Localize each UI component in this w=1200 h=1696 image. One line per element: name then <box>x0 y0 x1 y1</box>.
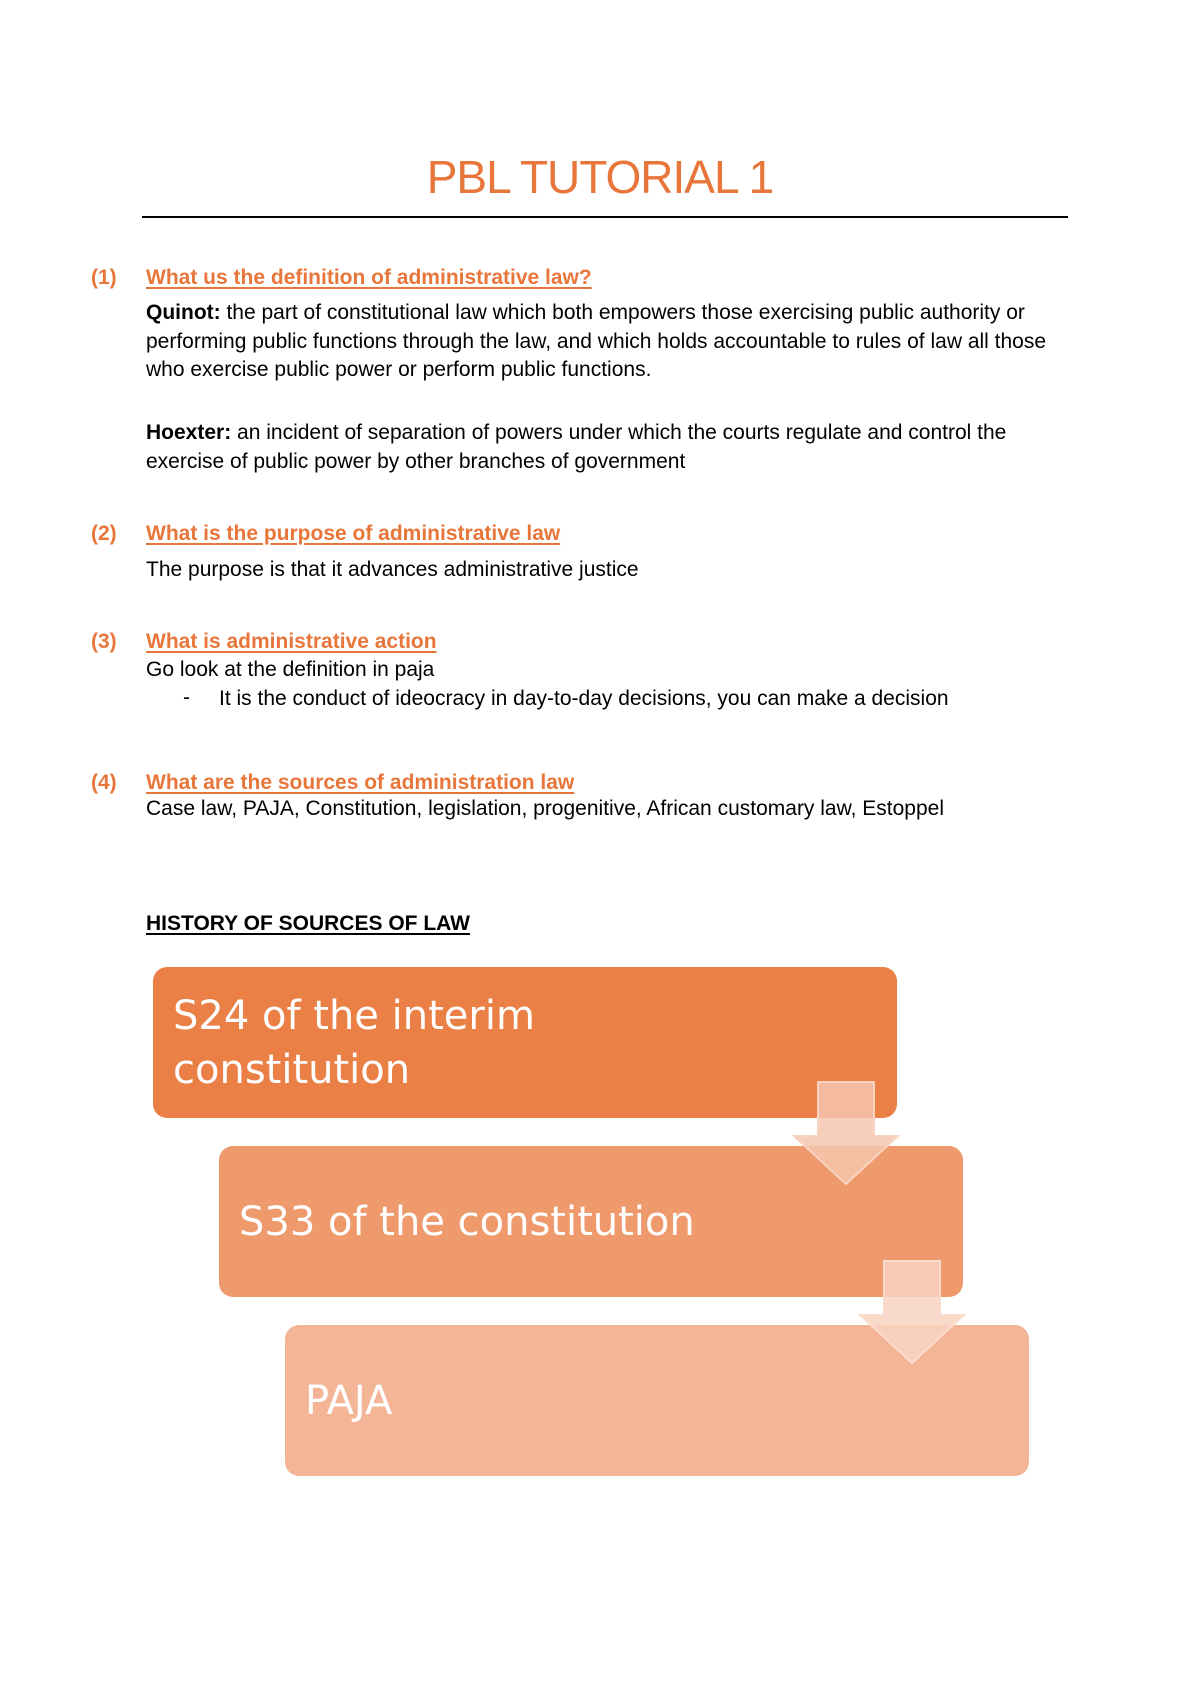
step-label-paja: PAJA <box>305 1377 393 1424</box>
question-3-answer: Go look at the definition in paja <box>146 658 435 681</box>
arrow-down-icon <box>856 1259 968 1365</box>
step-label-s24: S24 of the interim constitution <box>173 992 535 1093</box>
title-rule <box>142 216 1068 218</box>
question-4-answer: Case law, PAJA, Constitution, legislation, progenitive, African customary law, Estoppel <box>146 797 945 820</box>
quinot-definition <box>146 299 1066 385</box>
question-2-heading: What is the purpose of administrative law <box>146 522 561 545</box>
hoexter-label: Hoexter: <box>146 421 232 444</box>
question-3-heading: What is administrative action <box>146 630 437 653</box>
question-2-answer: The purpose is that it advances administrative justice <box>146 558 639 581</box>
question-3-bullet: It is the conduct of ideocracy in day-to-day decisions, you can make a decision <box>219 687 949 710</box>
bullet-dash: - <box>183 686 190 709</box>
question-1-number: (1) <box>91 266 117 289</box>
arrow-down-icon <box>790 1080 902 1186</box>
step-box-s24 <box>153 967 897 1118</box>
question-3-number: (3) <box>91 630 117 653</box>
quinot-label: Quinot: <box>146 301 221 324</box>
step-label-s33: S33 of the constitution <box>239 1198 695 1245</box>
hoexter-text: an incident of separation of powers under which the courts regulate and control the exercise of public power by other branches of government <box>146 421 1007 473</box>
question-4-number: (4) <box>91 771 117 794</box>
quinot-text: the part of constitutional law which both empowers those exercising public authority or performing public functions through the law, and which holds accountable to rules of law all those who exercise public power or perform public functions. <box>146 301 1047 381</box>
question-1-heading: What us the definition of administrative law? <box>146 266 592 289</box>
question-2-number: (2) <box>91 522 117 545</box>
history-heading: HISTORY OF SOURCES OF LAW <box>146 912 470 935</box>
page-title: PBL TUTORIAL 1 <box>426 151 774 203</box>
hoexter-definition <box>146 419 1066 476</box>
question-4-heading: What are the sources of administration law <box>146 771 575 794</box>
